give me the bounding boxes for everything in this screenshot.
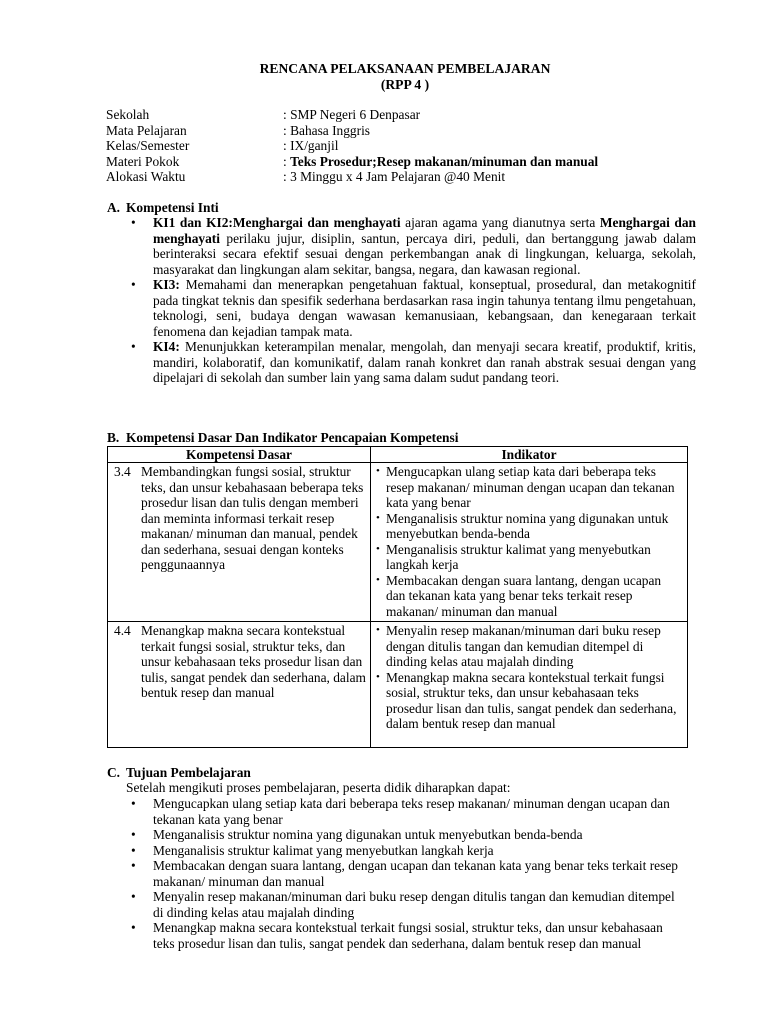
column-header-kd: Kompetensi Dasar <box>108 447 371 463</box>
info-row-mata-pelajaran <box>106 123 598 139</box>
list-item <box>126 796 686 827</box>
bullet-icon: • <box>376 542 380 555</box>
tujuan-text: Membacakan dengan suara lantang, dengan ucapan dan tekanan kata yang benar teks terkait resep makanan/ minuman dan manual <box>153 858 678 889</box>
section-title: Kompetensi Dasar Dan Indikator Pencapaian Kompetensi <box>126 430 459 445</box>
indicator-item <box>376 623 683 670</box>
bullet-icon: • <box>376 573 380 586</box>
column-header-indikator: Indikator <box>371 447 688 463</box>
tujuan-text: Mengucapkan ulang setiap kata dari beberapa teks resep makanan/ minuman dengan ucapan dan tekanan kata yang benar <box>153 796 670 827</box>
info-value-bold: Teks Prosedur;Resep makanan/minuman dan manual <box>290 153 599 169</box>
kompetensi-inti-list <box>126 215 696 386</box>
list-item <box>126 889 686 920</box>
section-title: Kompetensi Inti <box>126 200 219 215</box>
kd-cell <box>108 622 371 748</box>
table-row <box>108 463 688 622</box>
indicator-cell <box>371 622 688 748</box>
indicator-text: Membacakan dengan suara lantang, dengan ucapan dan tekanan kata yang benar teks terkait resep makanan/ minuman dan manual <box>386 572 662 619</box>
info-value: : 3 Minggu x 4 Jam Pelajaran @40 Menit <box>283 169 506 184</box>
info-label: Alokasi Waktu <box>106 169 186 184</box>
tujuan-text: Menganalisis struktur nomina yang digunakan untuk menyebutkan benda-benda <box>153 827 583 842</box>
info-value: : SMP Negeri 6 Denpasar <box>283 107 421 122</box>
bullet-icon: • <box>131 796 136 811</box>
indicator-text: Menganalisis struktur kalimat yang menyebutkan langkah kerja <box>386 541 651 572</box>
indicator-text: Menganalisis struktur nomina yang digunakan untuk menyebutkan benda-benda <box>386 510 669 541</box>
ki-text: ajaran agama yang dianutnya serta <box>400 215 600 230</box>
bullet-icon: • <box>131 215 136 230</box>
list-item <box>126 843 686 859</box>
bullet-icon: • <box>376 624 380 636</box>
indicator-item <box>376 464 683 511</box>
kd-number: 3.4 <box>114 464 131 479</box>
ki-text: Menunjukkan keterampilan menalar, mengolah, dan menyaji secara kreatif, produktif, kritis, mandiri, kolaboratif, dan komunikatif, dalam ranah konkret dan ranah abstrak sesuai dengan yang dipelajari di sekolah dan sumber lain yang sama dalam sudut pandang teori. <box>153 339 696 385</box>
tujuan-text: Menganalisis struktur kalimat yang menyebutkan langkah kerja <box>153 842 494 858</box>
list-item <box>126 920 686 951</box>
tujuan-text: Menyalin resep makanan/minuman dari buku resep dengan ditulis tangan dan kemudian ditempel di dinding kelas atau majalah dinding <box>153 889 675 920</box>
document-title: RENCANA PELAKSANAAN PEMBELAJARAN <box>259 61 551 76</box>
bullet-icon: • <box>131 339 136 354</box>
info-value-prefix: : <box>283 153 291 169</box>
bullet-icon: • <box>376 465 380 477</box>
table-row <box>108 622 688 748</box>
kd-indikator-table <box>107 446 688 748</box>
list-item <box>126 827 686 843</box>
section-c-heading <box>107 765 251 781</box>
ki-bold-lead: KI1 dan KI2:Menghargai dan menghayati <box>153 215 401 230</box>
info-label: Materi Pokok <box>106 153 180 169</box>
info-label: Sekolah <box>106 107 150 122</box>
document-subtitle: (RPP 4 ) <box>380 77 430 92</box>
bullet-icon: • <box>376 670 380 683</box>
info-label: Mata Pelajaran <box>106 122 187 138</box>
tujuan-text: Menangkap makna secara kontekstual terkait fungsi sosial, struktur teks, dan unsur kebahasaan teks prosedur lisan dan tulis, sangat pendek dan sederhana, dalam bentuk resep dan manual <box>153 920 663 951</box>
info-value: : IX/ganjil <box>283 138 339 153</box>
section-letter: A. <box>107 200 121 215</box>
list-item <box>126 858 686 889</box>
bullet-icon: • <box>131 842 136 858</box>
info-row-alokasi-waktu <box>106 169 598 185</box>
tujuan-intro: Setelah mengikuti proses pembelajaran, peserta didik diharapkan dapat: <box>126 780 511 795</box>
ki-bold-mid: Menghargai dan menghayati <box>153 215 696 246</box>
indicator-item <box>376 542 683 573</box>
ki-bold-lead: KI4: <box>153 339 180 354</box>
info-value: : Bahasa Inggris <box>283 122 371 138</box>
section-a-heading <box>107 200 219 216</box>
kd-text: Membandingkan fungsi sosial, struktur teks, dan unsur kebahasaan beberapa teks prosedur lisan dan tulis dengan memberi dan meminta informasi terkait resep makanan/ minuman dan manual, pendek dan sederhana, sesuai dengan konteks penggunaannya <box>141 464 364 572</box>
info-row-materi-pokok <box>106 154 598 170</box>
indicator-cell <box>371 463 688 622</box>
ki-item-ki1-ki2 <box>126 215 696 277</box>
kd-cell <box>108 463 371 622</box>
kd-text: Menangkap makna secara kontekstual terkait fungsi sosial, struktur teks, dan unsur kebahasaan teks prosedur lisan dan tulis, sangat pendek dan sederhana, dalam bentuk resep dan manual <box>141 623 366 700</box>
bullet-icon: • <box>131 277 136 292</box>
section-b-heading <box>107 430 458 446</box>
bullet-icon: • <box>131 827 136 842</box>
info-label: Kelas/Semester <box>106 138 190 153</box>
ki-item-ki3 <box>126 277 696 339</box>
info-row-kelas-semester <box>106 138 598 154</box>
indicator-text: Menyalin resep makanan/minuman dari buku resep dengan ditulis tangan dan kemudian ditempel di dinding kelas atau majalah dinding <box>386 623 661 669</box>
ki-item-ki4 <box>126 339 696 386</box>
bullet-icon: • <box>131 858 136 873</box>
indicator-text: Menangkap makna secara kontekstual terkait fungsi sosial, struktur teks, dan unsur kebahasaan teks prosedur lisan dan tulis, sangat pendek dan sederhana, dalam bentuk resep dan manual <box>386 669 677 731</box>
indicator-item <box>376 670 683 732</box>
table-header-row <box>108 447 688 463</box>
ki-bold-lead: KI3: <box>153 277 180 292</box>
info-row-sekolah <box>106 107 598 123</box>
identity-table <box>106 107 598 185</box>
indicator-text: Mengucapkan ulang setiap kata dari beberapa teks resep makanan/ minuman dengan ucapan dan tekanan kata yang benar <box>386 464 675 510</box>
ki-text: perilaku jujur, disiplin, santun, percaya diri, peduli, dan bertanggung jawab dalam berinteraksi secara efektif sesuai dengan perkembangan anak di lingkungan, keluarga, sekolah, masyarakat dan lingkungan alam sekitar, bangsa, negara, dan kawasan regional. <box>153 230 696 277</box>
kd-number: 4.4 <box>114 623 131 638</box>
indicator-item <box>376 573 683 620</box>
section-letter: C. <box>107 765 121 780</box>
indicator-item <box>376 511 683 542</box>
section-letter: B. <box>107 430 120 445</box>
section-title: Tujuan Pembelajaran <box>126 765 251 780</box>
info-value-materi <box>283 154 598 170</box>
bullet-icon: • <box>376 511 380 524</box>
ki-text: Memahami dan menerapkan pengetahuan faktual, konseptual, prosedural, dan metakognitif pada tingkat teknis dan spesifik sederhana berdasarkan rasa ingin tahunya tentang ilmu pengetahuan, teknologi, seni, budaya dengan wawasan kemanusiaan, kebangsaan, dan kenegaraan terkait fenomena dan kejadian tampak mata. <box>153 277 696 339</box>
bullet-icon: • <box>131 920 136 935</box>
tujuan-list <box>126 796 686 951</box>
bullet-icon: • <box>131 889 136 904</box>
